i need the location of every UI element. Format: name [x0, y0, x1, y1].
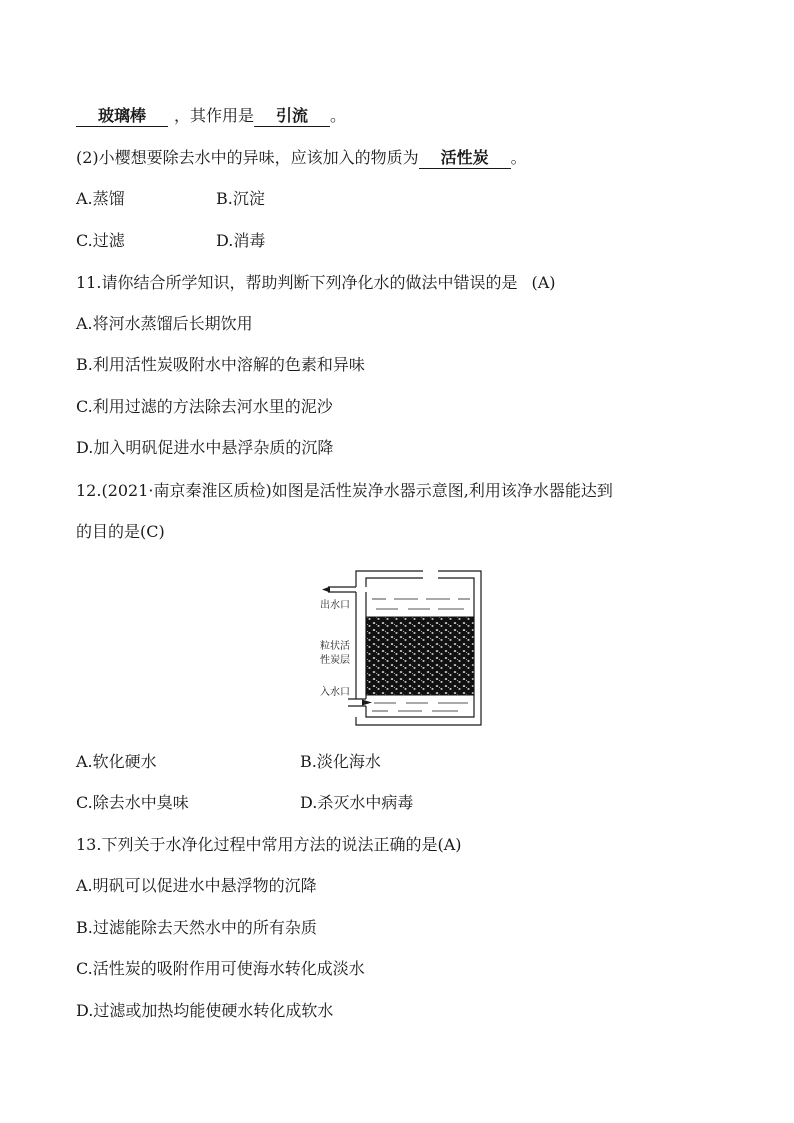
q11-stem: [76, 273, 556, 293]
carbon-layer: [366, 617, 474, 695]
q11-option-c[interactable]: C.利用过滤的方法除去河水里的泥沙: [76, 397, 333, 416]
bottom-water-lines: [372, 703, 468, 711]
q12-stem-line-1: 12.(2021·南京秦淮区质检)如图是活性炭净水器示意图,利用该净水器能达到: [76, 481, 613, 500]
q10-option-a[interactable]: A.蒸馏: [76, 189, 125, 208]
q13-option-a[interactable]: A.明矾可以促进水中悬浮物的沉降: [76, 876, 317, 895]
q11-answer: (A): [531, 273, 556, 292]
q11-option-b[interactable]: B.利用活性炭吸附水中溶解的色素和异味: [76, 355, 365, 374]
q11-option-a[interactable]: A.将河水蒸馏后长期饮用: [76, 314, 253, 333]
q12-options-row-2: [76, 793, 413, 813]
q10-answer-line: [76, 106, 346, 127]
q12-options-row-1: [76, 752, 381, 772]
q10-blank-2: 引流: [254, 106, 330, 127]
q12-stem-line-2: 的目的是(C): [76, 522, 165, 541]
q13-option-d[interactable]: D.过滤或加热均能使硬水转化成软水: [76, 1001, 334, 1020]
q10-text-1: ，其作用是: [174, 106, 255, 125]
q10-options-row-1: [76, 189, 265, 209]
q12-option-d[interactable]: D.杀灭水中病毒: [300, 793, 414, 812]
q10-sub2: [76, 148, 527, 169]
q10-option-d[interactable]: D.消毒: [216, 231, 266, 250]
q10-option-c[interactable]: C.过滤: [76, 231, 125, 250]
top-water-lines: [372, 599, 470, 609]
q12-option-c[interactable]: C.除去水中臭味: [76, 793, 189, 812]
q10-sub2-blank: 活性炭: [419, 148, 511, 169]
carbon-label-line-1: 粒状活: [320, 641, 350, 652]
inlet-label: 入水口: [320, 687, 350, 698]
outlet-pipe: [328, 587, 356, 592]
q10-sub2-suffix: 。: [510, 148, 527, 167]
q13-stem: 13.下列关于水净化过程中常用方法的说法正确的是(A): [76, 835, 462, 854]
q10-sub2-prefix: (2)小樱想要除去水中的异味，应该加入的物质为: [76, 148, 419, 167]
q10-options-row-2: [76, 231, 265, 251]
q13-option-b[interactable]: B.过滤能除去天然水中的所有杂质: [76, 918, 317, 937]
q10-text-2: 。: [330, 106, 347, 125]
q12-option-a[interactable]: A.软化硬水: [76, 752, 157, 771]
q11-option-d[interactable]: D.加入明矾促进水中悬浮杂质的沉降: [76, 438, 334, 457]
outlet-label: 出水口: [320, 600, 350, 611]
carbon-filter-figure: [318, 565, 488, 735]
q11-stem-text: 11.请你结合所学知识，帮助判断下列净化水的做法中错误的是: [76, 273, 518, 292]
q10-option-b[interactable]: B.沉淀: [216, 189, 265, 208]
q12-option-b[interactable]: B.淡化海水: [300, 752, 381, 771]
q13-option-c[interactable]: C.活性炭的吸附作用可使海水转化成淡水: [76, 959, 365, 978]
inlet-arrow-icon: [362, 700, 372, 706]
carbon-label-line-2: 性炭层: [320, 655, 350, 666]
q10-blank-1: 玻璃棒: [76, 106, 168, 127]
outlet-arrow-icon: [322, 587, 330, 593]
